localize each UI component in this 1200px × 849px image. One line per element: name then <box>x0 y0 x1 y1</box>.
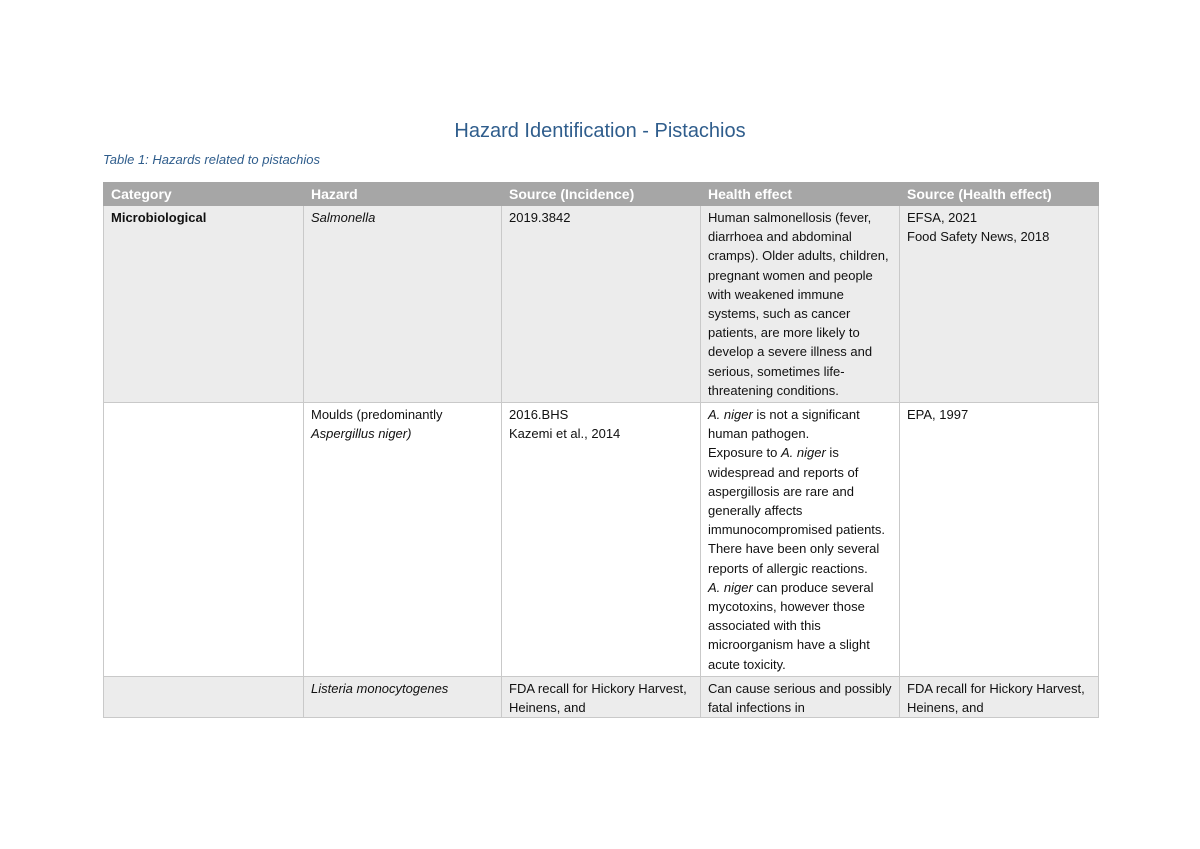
source-entry: 2019.3842 <box>509 210 571 225</box>
header-source-health-effect: Source (Health effect) <box>900 183 1099 206</box>
health-effect-paragraph <box>708 405 892 443</box>
species-name: A. niger <box>708 407 753 423</box>
health-effect-cell: Human salmonellosis (fever, diarrhoea and abdominal cramps). Older adults, children, pregnant women and people with weakened immune systems, such as cancer patients, are more likely to develop a severe illness and serious, sometimes life-threatening conditions. <box>701 206 900 403</box>
header-hazard: Hazard <box>304 183 502 206</box>
source-entry: Kazemi et al., 2014 <box>509 426 621 442</box>
header-health-effect: Health effect <box>701 183 900 206</box>
health-effect-text: is widespread and reports of aspergillosis are rare and generally affects immunocompromised patients. There have been only several reports of allergic reactions. <box>708 445 886 576</box>
category-cell <box>104 403 304 677</box>
hazards-table <box>103 182 1099 718</box>
table-row <box>104 403 1099 677</box>
source-health-effect-cell: FDA recall for Hickory Harvest, Heinens, and <box>900 676 1099 717</box>
health-effect-text: can produce several mycotoxins, however those associated with this microorganism have a slight acute toxicity. <box>708 579 874 672</box>
hazard-cell <box>304 403 502 677</box>
page-title: Hazard Identification - Pistachios <box>454 120 746 142</box>
source-entry: EFSA, 2021 <box>907 210 978 225</box>
hazard-species: Aspergillus niger) <box>311 426 412 442</box>
health-effect-paragraph <box>708 443 892 577</box>
category-cell: Microbiological <box>104 206 304 403</box>
health-effect-text: Exposure to <box>708 445 781 461</box>
source-entry: EPA, 1997 <box>907 407 969 423</box>
hazard-cell: Listeria monocytogenes <box>304 676 502 717</box>
health-effect-cell: Can cause serious and possibly fatal infections in <box>701 676 900 717</box>
source-incidence-cell: FDA recall for Hickory Harvest, Heinens, and <box>502 676 701 717</box>
source-health-effect-cell <box>900 206 1099 403</box>
hazard-cell: Salmonella <box>304 206 502 403</box>
source-health-effect-cell <box>900 403 1099 677</box>
source-incidence-cell <box>502 403 701 677</box>
table-row <box>104 206 1099 403</box>
health-effect-cell <box>701 403 900 677</box>
source-incidence-cell <box>502 206 701 403</box>
category-cell <box>104 676 304 717</box>
species-name: A. niger <box>708 579 753 595</box>
table-row <box>104 676 1099 717</box>
source-entry: Food Safety News, 2018 <box>907 229 1050 245</box>
table-caption: Table 1: Hazards related to pistachios <box>103 152 321 167</box>
source-entry: 2016.BHS <box>509 407 569 423</box>
species-name: A. niger <box>781 445 826 461</box>
health-effect-text: is not a significant human pathogen. <box>708 407 860 442</box>
header-category: Category <box>104 183 304 206</box>
health-effect-paragraph <box>708 578 892 674</box>
hazard-text: Moulds (predominantly <box>311 407 443 423</box>
header-source-incidence: Source (Incidence) <box>502 183 701 206</box>
table-header-row <box>104 183 1099 206</box>
